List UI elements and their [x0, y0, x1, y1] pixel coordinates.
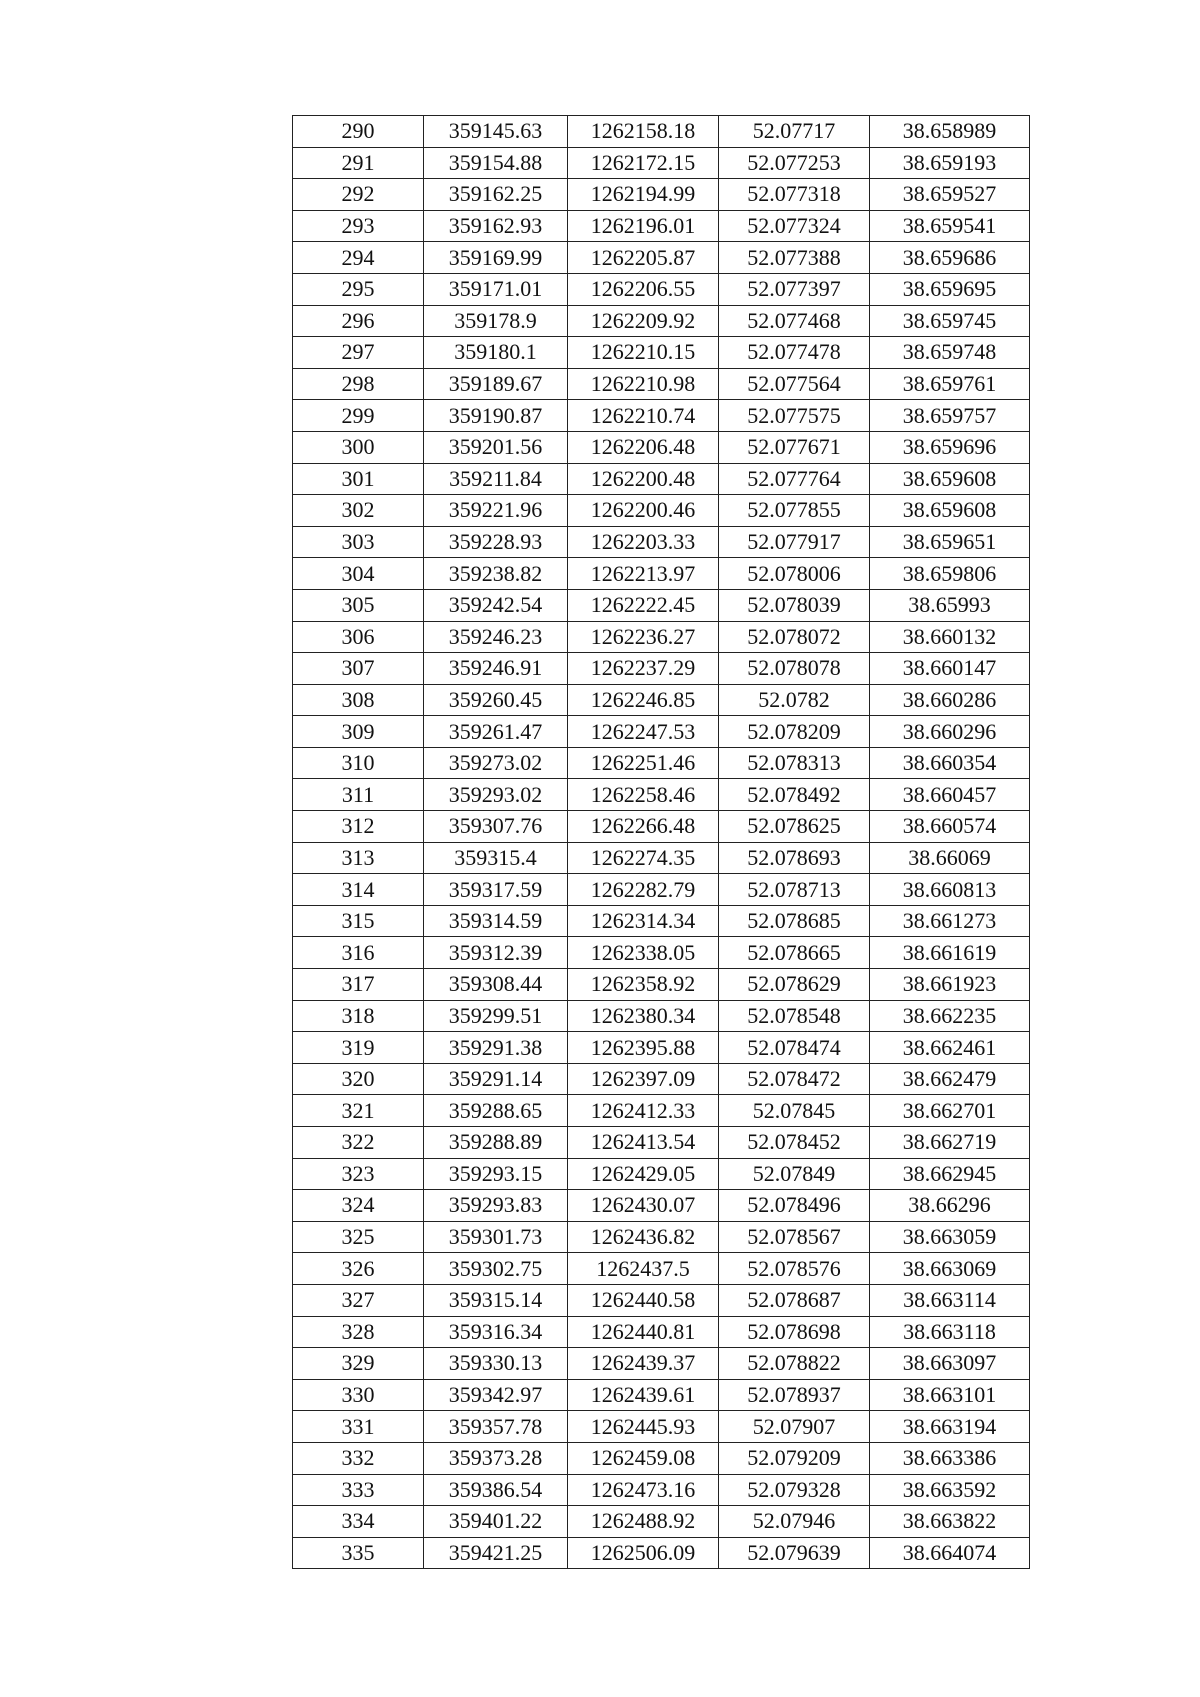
longitude-cell: 52.0782 [719, 684, 870, 716]
point-number-cell: 334 [293, 1506, 424, 1538]
longitude-cell: 52.078492 [719, 779, 870, 811]
point-number-cell: 309 [293, 716, 424, 748]
latitude-cell: 38.659608 [870, 495, 1030, 527]
point-number-cell: 305 [293, 589, 424, 621]
longitude-cell: 52.07946 [719, 1506, 870, 1538]
point-number-cell: 327 [293, 1284, 424, 1316]
point-number-cell: 301 [293, 463, 424, 495]
point-number-cell: 306 [293, 621, 424, 653]
y-coordinate-cell: 1262209.92 [568, 305, 719, 337]
point-number-cell: 310 [293, 747, 424, 779]
y-coordinate-cell: 1262251.46 [568, 747, 719, 779]
longitude-cell: 52.078665 [719, 937, 870, 969]
y-coordinate-cell: 1262237.29 [568, 653, 719, 685]
y-coordinate-cell: 1262206.55 [568, 273, 719, 305]
longitude-cell: 52.077575 [719, 400, 870, 432]
point-number-cell: 317 [293, 969, 424, 1001]
longitude-cell: 52.077388 [719, 242, 870, 274]
table-row [293, 589, 1030, 621]
y-coordinate-cell: 1262210.98 [568, 368, 719, 400]
latitude-cell: 38.658989 [870, 116, 1030, 148]
x-coordinate-cell: 359293.15 [424, 1158, 568, 1190]
longitude-cell: 52.079328 [719, 1474, 870, 1506]
y-coordinate-cell: 1262436.82 [568, 1221, 719, 1253]
latitude-cell: 38.659806 [870, 558, 1030, 590]
table-row [293, 1316, 1030, 1348]
latitude-cell: 38.659686 [870, 242, 1030, 274]
point-number-cell: 314 [293, 874, 424, 906]
point-number-cell: 303 [293, 526, 424, 558]
point-number-cell: 328 [293, 1316, 424, 1348]
point-number-cell: 312 [293, 811, 424, 843]
y-coordinate-cell: 1262206.48 [568, 431, 719, 463]
latitude-cell: 38.662461 [870, 1032, 1030, 1064]
longitude-cell: 52.078006 [719, 558, 870, 590]
longitude-cell: 52.078039 [719, 589, 870, 621]
longitude-cell: 52.077478 [719, 337, 870, 369]
latitude-cell: 38.662235 [870, 1000, 1030, 1032]
longitude-cell: 52.078567 [719, 1221, 870, 1253]
table-row [293, 621, 1030, 653]
point-number-cell: 331 [293, 1411, 424, 1443]
point-number-cell: 325 [293, 1221, 424, 1253]
point-number-cell: 332 [293, 1442, 424, 1474]
y-coordinate-cell: 1262429.05 [568, 1158, 719, 1190]
y-coordinate-cell: 1262488.92 [568, 1506, 719, 1538]
latitude-cell: 38.662479 [870, 1063, 1030, 1095]
table-row [293, 400, 1030, 432]
point-number-cell: 323 [293, 1158, 424, 1190]
y-coordinate-cell: 1262196.01 [568, 210, 719, 242]
x-coordinate-cell: 359299.51 [424, 1000, 568, 1032]
longitude-cell: 52.077917 [719, 526, 870, 558]
latitude-cell: 38.659748 [870, 337, 1030, 369]
x-coordinate-cell: 359145.63 [424, 116, 568, 148]
x-coordinate-cell: 359162.25 [424, 179, 568, 211]
longitude-cell: 52.078576 [719, 1253, 870, 1285]
table-row [293, 1095, 1030, 1127]
table-row [293, 874, 1030, 906]
longitude-cell: 52.077324 [719, 210, 870, 242]
latitude-cell: 38.660457 [870, 779, 1030, 811]
longitude-cell: 52.077764 [719, 463, 870, 495]
point-number-cell: 324 [293, 1190, 424, 1222]
longitude-cell: 52.078496 [719, 1190, 870, 1222]
table-row [293, 305, 1030, 337]
table-row [293, 242, 1030, 274]
table-row [293, 1348, 1030, 1380]
x-coordinate-cell: 359373.28 [424, 1442, 568, 1474]
x-coordinate-cell: 359178.9 [424, 305, 568, 337]
y-coordinate-cell: 1262439.37 [568, 1348, 719, 1380]
table-row [293, 1221, 1030, 1253]
longitude-cell: 52.078078 [719, 653, 870, 685]
point-number-cell: 300 [293, 431, 424, 463]
x-coordinate-cell: 359357.78 [424, 1411, 568, 1443]
x-coordinate-cell: 359221.96 [424, 495, 568, 527]
point-number-cell: 320 [293, 1063, 424, 1095]
x-coordinate-cell: 359246.91 [424, 653, 568, 685]
y-coordinate-cell: 1262210.15 [568, 337, 719, 369]
longitude-cell: 52.077253 [719, 147, 870, 179]
x-coordinate-cell: 359246.23 [424, 621, 568, 653]
latitude-cell: 38.663114 [870, 1284, 1030, 1316]
x-coordinate-cell: 359242.54 [424, 589, 568, 621]
y-coordinate-cell: 1262158.18 [568, 116, 719, 148]
point-number-cell: 315 [293, 905, 424, 937]
table-row [293, 747, 1030, 779]
y-coordinate-cell: 1262210.74 [568, 400, 719, 432]
point-number-cell: 318 [293, 1000, 424, 1032]
table-row [293, 210, 1030, 242]
y-coordinate-cell: 1262506.09 [568, 1537, 719, 1569]
longitude-cell: 52.078822 [719, 1348, 870, 1380]
point-number-cell: 335 [293, 1537, 424, 1569]
table-row [293, 368, 1030, 400]
table-row [293, 431, 1030, 463]
latitude-cell: 38.663118 [870, 1316, 1030, 1348]
table-row [293, 1537, 1030, 1569]
x-coordinate-cell: 359342.97 [424, 1379, 568, 1411]
longitude-cell: 52.078685 [719, 905, 870, 937]
table-row [293, 1253, 1030, 1285]
longitude-cell: 52.078687 [719, 1284, 870, 1316]
x-coordinate-cell: 359211.84 [424, 463, 568, 495]
point-number-cell: 319 [293, 1032, 424, 1064]
longitude-cell: 52.07717 [719, 116, 870, 148]
latitude-cell: 38.663592 [870, 1474, 1030, 1506]
table-row [293, 526, 1030, 558]
table-row [293, 495, 1030, 527]
x-coordinate-cell: 359315.14 [424, 1284, 568, 1316]
longitude-cell: 52.078548 [719, 1000, 870, 1032]
latitude-cell: 38.663059 [870, 1221, 1030, 1253]
table-row [293, 969, 1030, 1001]
y-coordinate-cell: 1262172.15 [568, 147, 719, 179]
point-number-cell: 290 [293, 116, 424, 148]
table-row [293, 779, 1030, 811]
longitude-cell: 52.07849 [719, 1158, 870, 1190]
latitude-cell: 38.663069 [870, 1253, 1030, 1285]
latitude-cell: 38.659651 [870, 526, 1030, 558]
y-coordinate-cell: 1262395.88 [568, 1032, 719, 1064]
table-row [293, 1127, 1030, 1159]
latitude-cell: 38.660286 [870, 684, 1030, 716]
coordinate-table [292, 115, 1030, 1569]
point-number-cell: 321 [293, 1095, 424, 1127]
longitude-cell: 52.077318 [719, 179, 870, 211]
longitude-cell: 52.077564 [719, 368, 870, 400]
table-row [293, 463, 1030, 495]
table-row [293, 905, 1030, 937]
x-coordinate-cell: 359291.14 [424, 1063, 568, 1095]
y-coordinate-cell: 1262282.79 [568, 874, 719, 906]
latitude-cell: 38.663386 [870, 1442, 1030, 1474]
x-coordinate-cell: 359291.38 [424, 1032, 568, 1064]
longitude-cell: 52.077671 [719, 431, 870, 463]
table-row [293, 653, 1030, 685]
longitude-cell: 52.078629 [719, 969, 870, 1001]
table-row [293, 1158, 1030, 1190]
latitude-cell: 38.660354 [870, 747, 1030, 779]
point-number-cell: 313 [293, 842, 424, 874]
y-coordinate-cell: 1262412.33 [568, 1095, 719, 1127]
table-row [293, 811, 1030, 843]
latitude-cell: 38.659193 [870, 147, 1030, 179]
y-coordinate-cell: 1262246.85 [568, 684, 719, 716]
longitude-cell: 52.078452 [719, 1127, 870, 1159]
longitude-cell: 52.079209 [719, 1442, 870, 1474]
coordinate-table-body [293, 116, 1030, 1569]
latitude-cell: 38.661273 [870, 905, 1030, 937]
table-row [293, 273, 1030, 305]
point-number-cell: 304 [293, 558, 424, 590]
x-coordinate-cell: 359421.25 [424, 1537, 568, 1569]
x-coordinate-cell: 359261.47 [424, 716, 568, 748]
point-number-cell: 308 [293, 684, 424, 716]
latitude-cell: 38.662719 [870, 1127, 1030, 1159]
longitude-cell: 52.078693 [719, 842, 870, 874]
point-number-cell: 302 [293, 495, 424, 527]
x-coordinate-cell: 359189.67 [424, 368, 568, 400]
y-coordinate-cell: 1262358.92 [568, 969, 719, 1001]
point-number-cell: 298 [293, 368, 424, 400]
x-coordinate-cell: 359401.22 [424, 1506, 568, 1538]
x-coordinate-cell: 359180.1 [424, 337, 568, 369]
x-coordinate-cell: 359273.02 [424, 747, 568, 779]
y-coordinate-cell: 1262247.53 [568, 716, 719, 748]
x-coordinate-cell: 359314.59 [424, 905, 568, 937]
latitude-cell: 38.661923 [870, 969, 1030, 1001]
table-row [293, 337, 1030, 369]
latitude-cell: 38.659757 [870, 400, 1030, 432]
y-coordinate-cell: 1262380.34 [568, 1000, 719, 1032]
y-coordinate-cell: 1262473.16 [568, 1474, 719, 1506]
y-coordinate-cell: 1262236.27 [568, 621, 719, 653]
table-row [293, 116, 1030, 148]
table-row [293, 1063, 1030, 1095]
y-coordinate-cell: 1262437.5 [568, 1253, 719, 1285]
longitude-cell: 52.078313 [719, 747, 870, 779]
latitude-cell: 38.663194 [870, 1411, 1030, 1443]
x-coordinate-cell: 359293.02 [424, 779, 568, 811]
x-coordinate-cell: 359201.56 [424, 431, 568, 463]
point-number-cell: 294 [293, 242, 424, 274]
y-coordinate-cell: 1262440.81 [568, 1316, 719, 1348]
table-row [293, 1474, 1030, 1506]
point-number-cell: 297 [293, 337, 424, 369]
table-row [293, 179, 1030, 211]
longitude-cell: 52.077397 [719, 273, 870, 305]
x-coordinate-cell: 359301.73 [424, 1221, 568, 1253]
longitude-cell: 52.078472 [719, 1063, 870, 1095]
x-coordinate-cell: 359238.82 [424, 558, 568, 590]
x-coordinate-cell: 359316.34 [424, 1316, 568, 1348]
longitude-cell: 52.078072 [719, 621, 870, 653]
x-coordinate-cell: 359162.93 [424, 210, 568, 242]
point-number-cell: 326 [293, 1253, 424, 1285]
x-coordinate-cell: 359260.45 [424, 684, 568, 716]
latitude-cell: 38.659541 [870, 210, 1030, 242]
x-coordinate-cell: 359171.01 [424, 273, 568, 305]
x-coordinate-cell: 359190.87 [424, 400, 568, 432]
latitude-cell: 38.664074 [870, 1537, 1030, 1569]
y-coordinate-cell: 1262274.35 [568, 842, 719, 874]
longitude-cell: 52.078474 [719, 1032, 870, 1064]
latitude-cell: 38.662945 [870, 1158, 1030, 1190]
point-number-cell: 292 [293, 179, 424, 211]
point-number-cell: 307 [293, 653, 424, 685]
table-row [293, 842, 1030, 874]
point-number-cell: 322 [293, 1127, 424, 1159]
latitude-cell: 38.660132 [870, 621, 1030, 653]
y-coordinate-cell: 1262200.48 [568, 463, 719, 495]
y-coordinate-cell: 1262205.87 [568, 242, 719, 274]
latitude-cell: 38.659527 [870, 179, 1030, 211]
latitude-cell: 38.65993 [870, 589, 1030, 621]
latitude-cell: 38.661619 [870, 937, 1030, 969]
latitude-cell: 38.660147 [870, 653, 1030, 685]
latitude-cell: 38.659761 [870, 368, 1030, 400]
point-number-cell: 333 [293, 1474, 424, 1506]
longitude-cell: 52.07907 [719, 1411, 870, 1443]
table-row [293, 937, 1030, 969]
latitude-cell: 38.659608 [870, 463, 1030, 495]
longitude-cell: 52.078209 [719, 716, 870, 748]
x-coordinate-cell: 359308.44 [424, 969, 568, 1001]
longitude-cell: 52.077855 [719, 495, 870, 527]
latitude-cell: 38.66296 [870, 1190, 1030, 1222]
table-row [293, 1190, 1030, 1222]
point-number-cell: 296 [293, 305, 424, 337]
longitude-cell: 52.078937 [719, 1379, 870, 1411]
longitude-cell: 52.077468 [719, 305, 870, 337]
table-row [293, 684, 1030, 716]
x-coordinate-cell: 359307.76 [424, 811, 568, 843]
point-number-cell: 316 [293, 937, 424, 969]
x-coordinate-cell: 359315.4 [424, 842, 568, 874]
y-coordinate-cell: 1262459.08 [568, 1442, 719, 1474]
table-row [293, 558, 1030, 590]
x-coordinate-cell: 359154.88 [424, 147, 568, 179]
longitude-cell: 52.078698 [719, 1316, 870, 1348]
x-coordinate-cell: 359293.83 [424, 1190, 568, 1222]
latitude-cell: 38.663822 [870, 1506, 1030, 1538]
y-coordinate-cell: 1262397.09 [568, 1063, 719, 1095]
latitude-cell: 38.663101 [870, 1379, 1030, 1411]
x-coordinate-cell: 359386.54 [424, 1474, 568, 1506]
table-row [293, 1000, 1030, 1032]
latitude-cell: 38.660574 [870, 811, 1030, 843]
y-coordinate-cell: 1262200.46 [568, 495, 719, 527]
longitude-cell: 52.078713 [719, 874, 870, 906]
latitude-cell: 38.659696 [870, 431, 1030, 463]
x-coordinate-cell: 359312.39 [424, 937, 568, 969]
latitude-cell: 38.659695 [870, 273, 1030, 305]
latitude-cell: 38.660296 [870, 716, 1030, 748]
longitude-cell: 52.078625 [719, 811, 870, 843]
y-coordinate-cell: 1262445.93 [568, 1411, 719, 1443]
x-coordinate-cell: 359330.13 [424, 1348, 568, 1380]
longitude-cell: 52.079639 [719, 1537, 870, 1569]
latitude-cell: 38.660813 [870, 874, 1030, 906]
y-coordinate-cell: 1262222.45 [568, 589, 719, 621]
table-row [293, 1032, 1030, 1064]
y-coordinate-cell: 1262258.46 [568, 779, 719, 811]
longitude-cell: 52.07845 [719, 1095, 870, 1127]
x-coordinate-cell: 359317.59 [424, 874, 568, 906]
y-coordinate-cell: 1262430.07 [568, 1190, 719, 1222]
point-number-cell: 291 [293, 147, 424, 179]
y-coordinate-cell: 1262440.58 [568, 1284, 719, 1316]
y-coordinate-cell: 1262194.99 [568, 179, 719, 211]
point-number-cell: 330 [293, 1379, 424, 1411]
latitude-cell: 38.662701 [870, 1095, 1030, 1127]
point-number-cell: 329 [293, 1348, 424, 1380]
point-number-cell: 299 [293, 400, 424, 432]
x-coordinate-cell: 359288.65 [424, 1095, 568, 1127]
y-coordinate-cell: 1262314.34 [568, 905, 719, 937]
table-row [293, 1506, 1030, 1538]
latitude-cell: 38.66069 [870, 842, 1030, 874]
table-row [293, 1284, 1030, 1316]
y-coordinate-cell: 1262439.61 [568, 1379, 719, 1411]
table-row [293, 1442, 1030, 1474]
x-coordinate-cell: 359169.99 [424, 242, 568, 274]
y-coordinate-cell: 1262213.97 [568, 558, 719, 590]
point-number-cell: 311 [293, 779, 424, 811]
x-coordinate-cell: 359228.93 [424, 526, 568, 558]
table-row [293, 716, 1030, 748]
y-coordinate-cell: 1262266.48 [568, 811, 719, 843]
latitude-cell: 38.659745 [870, 305, 1030, 337]
table-row [293, 1379, 1030, 1411]
y-coordinate-cell: 1262413.54 [568, 1127, 719, 1159]
table-row [293, 147, 1030, 179]
x-coordinate-cell: 359302.75 [424, 1253, 568, 1285]
latitude-cell: 38.663097 [870, 1348, 1030, 1380]
table-row [293, 1411, 1030, 1443]
y-coordinate-cell: 1262203.33 [568, 526, 719, 558]
point-number-cell: 293 [293, 210, 424, 242]
y-coordinate-cell: 1262338.05 [568, 937, 719, 969]
x-coordinate-cell: 359288.89 [424, 1127, 568, 1159]
point-number-cell: 295 [293, 273, 424, 305]
